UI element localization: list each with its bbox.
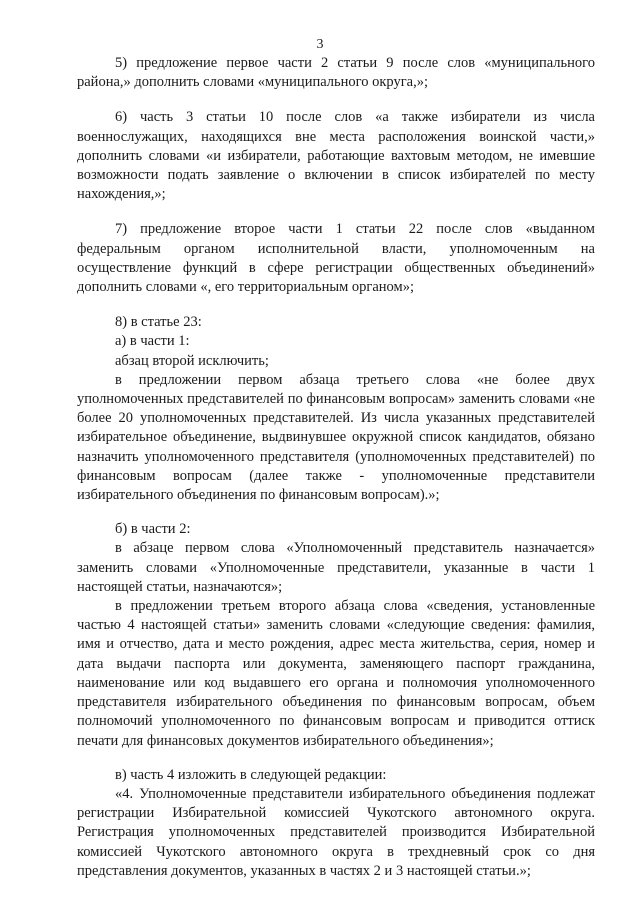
paragraph-item-6: 6) часть 3 статьи 10 после слов «а также избиратели из числа военнослужащих, находящихся вне места расположения воинской части,» дополнить словами «и избиратели, работающие вахтовым методом, не имевшие возможности подать заявление о включении в список избирателей по месту нахождения,»; [77,109,595,203]
paragraph-subitem-a: а) в части 1: [115,333,190,350]
paragraph-text: в предложении первом абзаца третьего слова «не более двух уполномоченных представителей по финансовым вопросам» заменить словами «не более 20 уполномоченных представителей. Из числа указанных представителей избирательное объединение, выдвинувшее окружной список кандидатов, обязано назначить уполномоченного представителя (уполномоченных представителей) по финансовым вопросам (далее также - уполномоченные представители избирательного объединения по финансовым вопросам).»; [77,371,595,504]
paragraph-text: в предложении третьем второго абзаца слова «сведения, установленные частью 4 настоящей статьи» заменить словами «следующие сведения: фамилия, имя и отчество, дата и место рождения, адрес места жительства, серия, номер и дата выдачи паспорта или документа, заменяющего паспорт гражданина, наименование или код выдавшего его органа и полномочия уполномоченного представителя избирательного объединения по финансовым вопросам, объем полномочий уполномоченного по финансовым вопросам и приводится оттиск печати для финансовых документов избирательного объединения»; [77,598,595,749]
paragraph-item-5: 5) предложение первое части 2 статьи 9 после слов «муниципального района,» дополнить словами «муниципального округа,»; [77,55,595,91]
page-number: 3 [316,37,324,52]
document-body [77,54,595,881]
paragraph-quote: «4. Уполномоченные представители избирательного объединения подлежат регистрации Избирательной комиссией Чукотского автономного округа. Регистрация уполномоченных представителей производится Избирательной комиссией Чукотского автономного округа в трехдневный срок со дня представления документов, указанных в частях 2 и 3 настоящей статьи.»; [77,785,595,879]
paragraph-item-8: 8) в статье 23: [115,314,202,331]
paragraph-text: в абзаце первом слова «Уполномоченный представитель назначается» заменить словами «Уполномоченные представители, указанные в части 1 настоящей статьи, назначаются»; [77,540,595,595]
paragraph-item-7: 7) предложение второе части 1 статьи 22 после слов «выданном федеральным органом исполнительной власти, уполномоченным на осуществление функций в сфере регистрации общественных объединений» дополнить словами «, его территориальным органом»; [77,221,595,296]
paragraph-subitem-v: в) часть 4 изложить в следующей редакции: [115,766,387,783]
paragraph-text: абзац второй исключить; [115,352,269,369]
paragraph-subitem-b: б) в части 2: [115,521,191,538]
